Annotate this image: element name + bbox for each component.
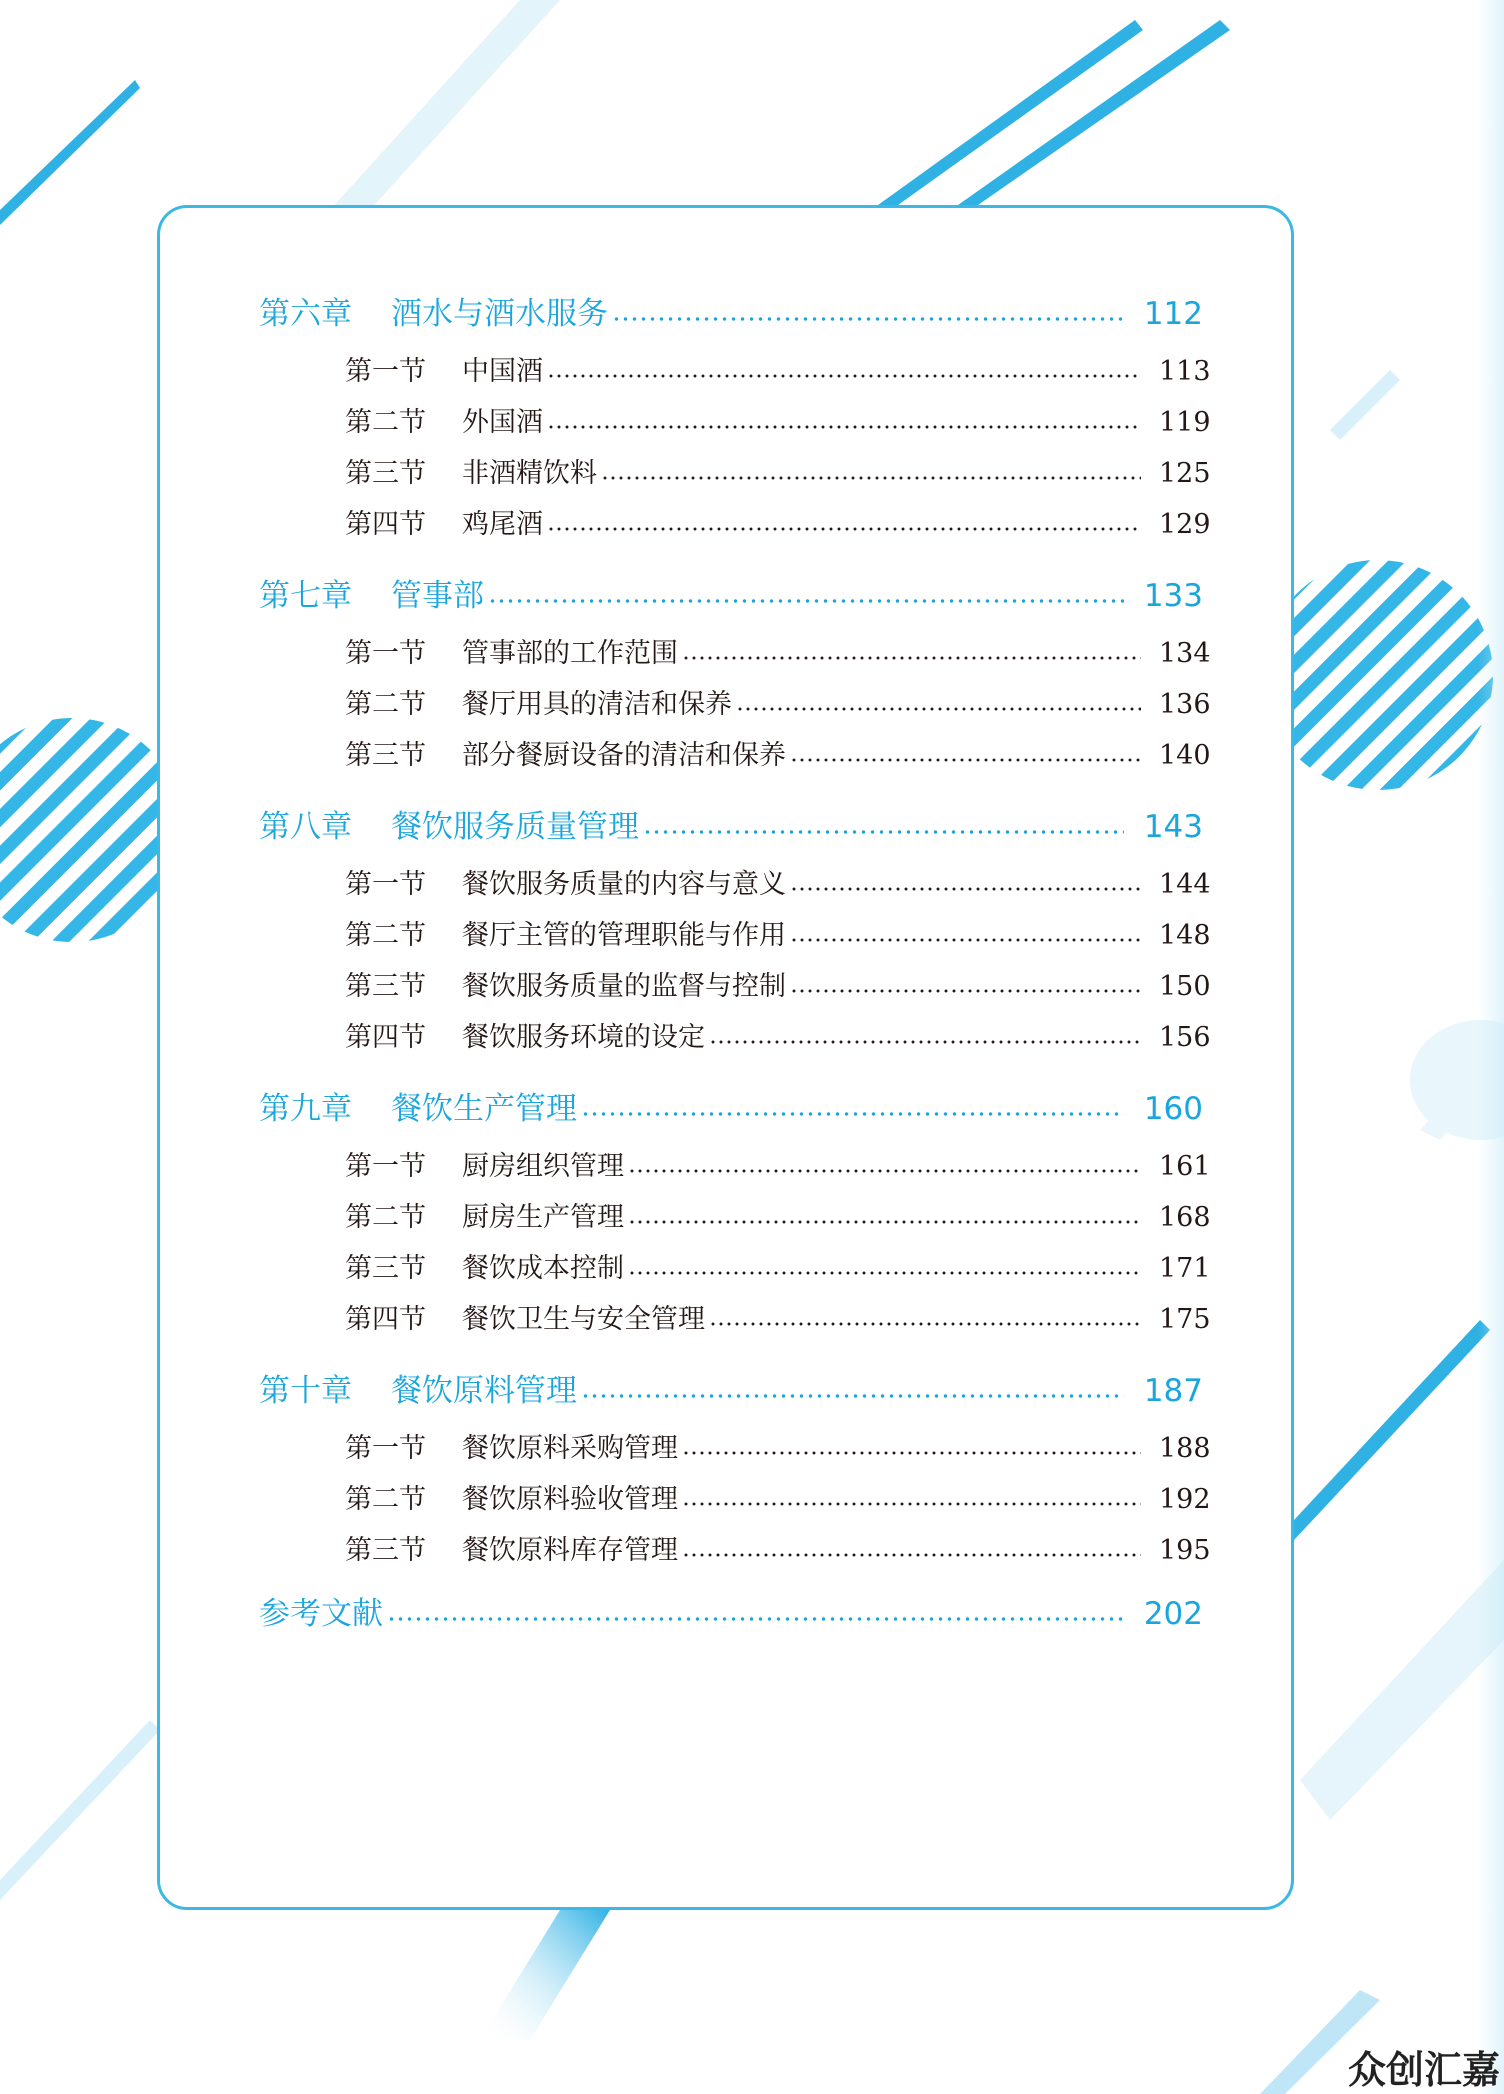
- section-title: 餐饮原料库存管理: [462, 1535, 678, 1566]
- chapter-gap: [259, 1345, 1203, 1359]
- dot-leader: [709, 1040, 1141, 1044]
- section-entry[interactable]: [259, 397, 1211, 448]
- section-page: 144: [1159, 869, 1211, 900]
- section-page: 125: [1159, 458, 1211, 489]
- section-number: 第一节: [345, 1433, 426, 1464]
- section-entry[interactable]: [259, 910, 1211, 961]
- chapter-title: 管事部: [391, 578, 484, 614]
- section-entry[interactable]: [259, 1192, 1211, 1243]
- chapter-entry[interactable]: [259, 564, 1203, 628]
- section-title: 外国酒: [462, 407, 543, 438]
- section-number: 第一节: [345, 638, 426, 669]
- section-page: 150: [1159, 971, 1211, 1002]
- section-number: 第三节: [345, 740, 426, 771]
- section-entry[interactable]: [259, 448, 1211, 499]
- chapter-title: 酒水与酒水服务: [391, 296, 608, 332]
- dot-leader: [547, 425, 1141, 429]
- chapter-entry[interactable]: [259, 282, 1203, 346]
- section-entry[interactable]: [259, 1294, 1211, 1345]
- section-entry[interactable]: [259, 961, 1211, 1012]
- section-page: 175: [1159, 1304, 1211, 1335]
- dot-leader: [682, 1451, 1141, 1455]
- section-title: 餐饮成本控制: [462, 1253, 624, 1284]
- section-entry[interactable]: [259, 1474, 1211, 1525]
- chapter-page: 160: [1143, 1091, 1203, 1127]
- section-entry[interactable]: [259, 1012, 1211, 1063]
- dot-leader: [790, 758, 1141, 762]
- section-title: 餐厅用具的清洁和保养: [462, 689, 732, 720]
- section-title: 餐饮卫生与安全管理: [462, 1304, 705, 1335]
- section-page: 156: [1159, 1022, 1211, 1053]
- chapter-title: 餐饮原料管理: [391, 1373, 577, 1409]
- chapter-number: 第七章: [259, 578, 352, 614]
- section-entry[interactable]: [259, 859, 1211, 910]
- section-title: 餐饮服务质量的内容与意义: [462, 869, 786, 900]
- dot-leader: [790, 938, 1141, 942]
- dot-leader: [387, 1617, 1124, 1621]
- section-number: 第三节: [345, 1535, 426, 1566]
- section-page: 148: [1159, 920, 1211, 951]
- section-page: 136: [1159, 689, 1211, 720]
- section-page: 192: [1159, 1484, 1211, 1515]
- table-of-contents: [259, 282, 1211, 1646]
- chapter-gap: [259, 1063, 1203, 1077]
- chapter-page: 112: [1143, 296, 1203, 332]
- section-title: 餐饮服务质量的监督与控制: [462, 971, 786, 1002]
- dot-leader: [581, 1394, 1124, 1398]
- section-entry[interactable]: [259, 679, 1211, 730]
- dot-leader: [628, 1271, 1141, 1275]
- section-number: 第二节: [345, 920, 426, 951]
- chapter-title: 餐饮生产管理: [391, 1091, 577, 1127]
- section-title: 非酒精饮料: [462, 458, 597, 489]
- section-number: 第三节: [345, 971, 426, 1002]
- section-number: 第一节: [345, 356, 426, 387]
- section-title: 餐饮服务环境的设定: [462, 1022, 705, 1053]
- section-number: 第三节: [345, 458, 426, 489]
- section-entry[interactable]: [259, 628, 1211, 679]
- section-page: 168: [1159, 1202, 1211, 1233]
- dot-leader: [581, 1112, 1124, 1116]
- references-entry[interactable]: [259, 1582, 1203, 1646]
- section-page: 195: [1159, 1535, 1211, 1566]
- section-number: 第二节: [345, 407, 426, 438]
- section-entry[interactable]: [259, 346, 1211, 397]
- chapter-gap: [259, 550, 1203, 564]
- section-number: 第四节: [345, 1304, 426, 1335]
- section-number: 第二节: [345, 1484, 426, 1515]
- dot-leader: [736, 707, 1141, 711]
- section-number: 第四节: [345, 509, 426, 540]
- section-page: 188: [1159, 1433, 1211, 1464]
- section-page: 113: [1159, 356, 1211, 387]
- section-entry[interactable]: [259, 1423, 1211, 1474]
- section-number: 第二节: [345, 689, 426, 720]
- section-title: 餐厅主管的管理职能与作用: [462, 920, 786, 951]
- section-entry[interactable]: [259, 730, 1211, 781]
- dot-leader: [682, 1502, 1141, 1506]
- section-title: 餐饮原料采购管理: [462, 1433, 678, 1464]
- chapter-page: 187: [1143, 1373, 1203, 1409]
- section-entry[interactable]: [259, 499, 1211, 550]
- section-number: 第一节: [345, 1151, 426, 1182]
- dot-leader: [612, 317, 1124, 321]
- chapter-number: 第九章: [259, 1091, 352, 1127]
- dot-leader: [488, 599, 1124, 603]
- dot-leader: [601, 476, 1141, 480]
- dot-leader: [709, 1322, 1141, 1326]
- section-page: 140: [1159, 740, 1211, 771]
- section-title: 鸡尾酒: [462, 509, 543, 540]
- section-page: 119: [1159, 407, 1211, 438]
- section-entry[interactable]: [259, 1243, 1211, 1294]
- section-number: 第二节: [345, 1202, 426, 1233]
- watermark: 众创汇嘉: [1347, 2048, 1500, 2092]
- chapter-entry[interactable]: [259, 1359, 1203, 1423]
- chapter-page: 143: [1143, 809, 1203, 845]
- references-page: 202: [1143, 1596, 1203, 1632]
- section-entry[interactable]: [259, 1525, 1211, 1576]
- section-page: 129: [1159, 509, 1211, 540]
- section-page: 134: [1159, 638, 1211, 669]
- chapter-entry[interactable]: [259, 1077, 1203, 1141]
- section-title: 部分餐厨设备的清洁和保养: [462, 740, 786, 771]
- dot-leader: [547, 374, 1141, 378]
- section-page: 171: [1159, 1253, 1211, 1284]
- references-title: 参考文献: [259, 1596, 383, 1632]
- chapter-gap: [259, 781, 1203, 795]
- dot-leader: [628, 1169, 1141, 1173]
- section-title: 中国酒: [462, 356, 543, 387]
- section-title: 厨房生产管理: [462, 1202, 624, 1233]
- chapter-number: 第八章: [259, 809, 352, 845]
- chapter-page: 133: [1143, 578, 1203, 614]
- section-page: 161: [1159, 1151, 1211, 1182]
- dot-leader: [790, 887, 1141, 891]
- section-number: 第一节: [345, 869, 426, 900]
- dot-leader: [547, 527, 1141, 531]
- section-title: 管事部的工作范围: [462, 638, 678, 669]
- chapter-title: 餐饮服务质量管理: [391, 809, 639, 845]
- dot-leader: [790, 989, 1141, 993]
- chapter-number: 第十章: [259, 1373, 352, 1409]
- section-title: 餐饮原料验收管理: [462, 1484, 678, 1515]
- section-title: 厨房组织管理: [462, 1151, 624, 1182]
- dot-leader: [628, 1220, 1141, 1224]
- chapter-number: 第六章: [259, 296, 352, 332]
- dot-leader: [643, 830, 1124, 834]
- section-number: 第四节: [345, 1022, 426, 1053]
- section-number: 第三节: [345, 1253, 426, 1284]
- dot-leader: [682, 656, 1141, 660]
- dot-leader: [682, 1553, 1141, 1557]
- chapter-entry[interactable]: [259, 795, 1203, 859]
- section-entry[interactable]: [259, 1141, 1211, 1192]
